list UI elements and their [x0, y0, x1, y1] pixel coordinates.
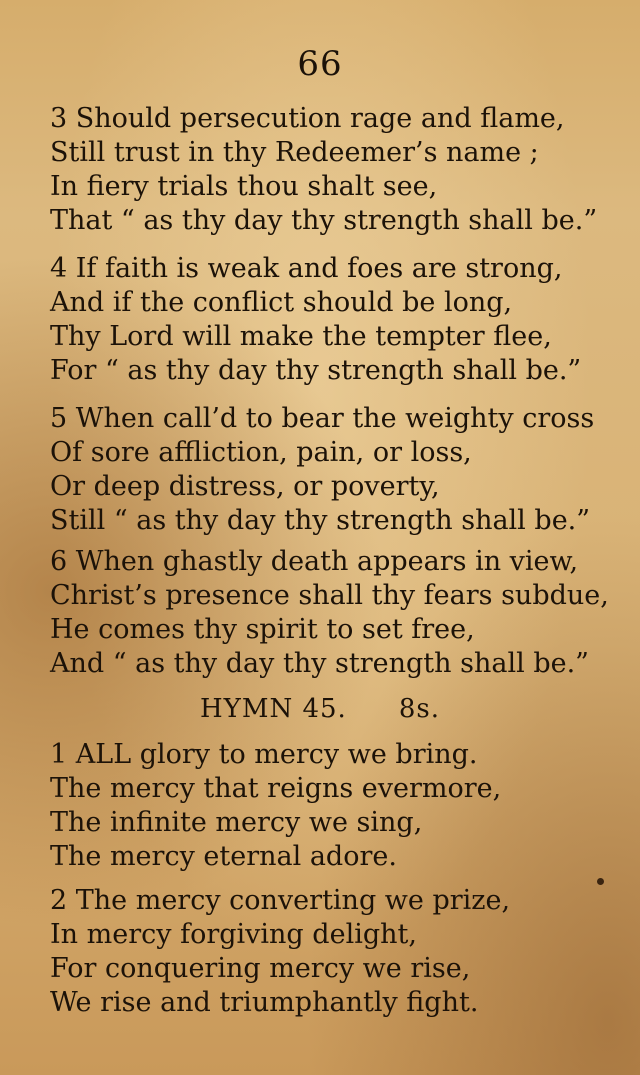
verse-line: For conquering mercy we rise,: [50, 953, 471, 984]
verse-line: 6 When ghastly death appears in view,: [50, 546, 579, 577]
verse-line: 4 If faith is weak and foes are strong,: [50, 253, 563, 284]
verse-line: 2 The mercy converting we prize,: [50, 885, 511, 916]
verse-line: The mercy eternal adore.: [50, 841, 397, 872]
verse-line: Still trust in thy Redeemer’s name ;: [50, 137, 539, 168]
verse-line: For “ as thy day thy strength shall be.”: [50, 355, 582, 386]
verse-line: In fiery trials thou shalt see,: [50, 171, 438, 202]
verse-line: That “ as thy day thy strength shall be.”: [50, 205, 598, 236]
verse-line: 1 ALL glory to mercy we bring.: [50, 739, 478, 770]
ink-speck: [597, 878, 604, 885]
verse-line: And if the conflict should be long,: [50, 287, 513, 318]
hymn-meter: 8s.: [398, 694, 440, 724]
hymn-title: HYMN 45.: [200, 694, 347, 724]
hymn-verse-2: [50, 884, 635, 1020]
verse-line: 3 Should persecution rage and flame,: [50, 103, 565, 134]
verse-line: He comes thy spirit to set free,: [50, 614, 475, 645]
verse-line: The mercy that reigns evermore,: [50, 773, 502, 804]
verse-line: Of sore affliction, pain, or loss,: [50, 437, 472, 468]
verse-line: In mercy forgiving delight,: [50, 919, 417, 950]
verse-line: 5 When call’d to bear the weighty cross: [50, 403, 595, 434]
verse-6: [50, 545, 635, 681]
hymn-verse-1: [50, 738, 635, 874]
verse-line: We rise and triumphantly fight.: [50, 987, 479, 1018]
verse-line: And “ as thy day thy strength shall be.”: [50, 648, 589, 679]
verse-4: [50, 252, 635, 388]
page-number: 66: [297, 44, 343, 84]
hymn-heading: [0, 694, 640, 724]
verse-line: Or deep distress, or poverty,: [50, 471, 440, 502]
verse-line: The infinite mercy we sing,: [50, 807, 423, 838]
verse-3: [50, 102, 635, 238]
verse-line: Christ’s presence shall thy fears subdue,: [50, 580, 609, 611]
verse-line: Thy Lord will make the tempter flee,: [50, 321, 552, 352]
verse-line: Still “ as thy day thy strength shall be.”: [50, 505, 591, 536]
verse-5: [50, 402, 635, 538]
